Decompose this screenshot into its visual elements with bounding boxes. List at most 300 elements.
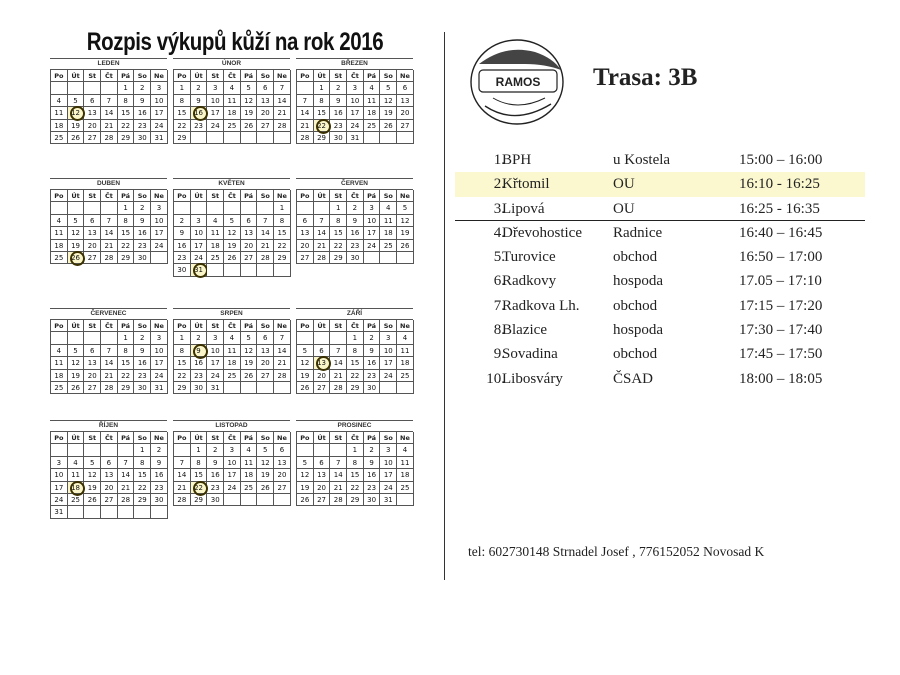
day-cell: 27 <box>101 494 118 506</box>
day-cell: 21 <box>101 120 118 132</box>
weekday-label: St <box>330 70 347 82</box>
empty-cell <box>224 494 241 506</box>
weekday-label: Po <box>51 70 68 82</box>
stop-number: 7. <box>493 297 505 314</box>
empty-cell <box>257 202 274 214</box>
empty-cell <box>274 382 291 394</box>
day-cell: 18 <box>51 240 68 252</box>
day-cell: 10 <box>207 95 224 107</box>
day-cell: 27 <box>314 494 331 506</box>
weekday-label: Čt <box>101 70 118 82</box>
empty-cell <box>101 332 118 344</box>
weekday-label: Pá <box>118 432 135 444</box>
month-name: ČERVEN <box>296 178 413 189</box>
month-grid <box>50 189 167 264</box>
day-cell: 3 <box>380 444 397 456</box>
marked-day-cell: 22 <box>314 120 331 132</box>
weekday-label: So <box>134 70 151 82</box>
day-cell: 22 <box>274 240 291 252</box>
stop-number: 2. <box>493 176 505 193</box>
day-cell: 17 <box>364 227 381 239</box>
weekday-label: St <box>330 320 347 332</box>
stop-number: 1. <box>493 152 505 168</box>
day-cell: 25 <box>397 370 414 382</box>
day-cell: 26 <box>297 382 314 394</box>
stop-place: u Kostela <box>613 152 671 168</box>
empty-cell <box>297 82 314 94</box>
day-cell: 5 <box>68 215 85 227</box>
stop-number: 10. <box>486 370 505 387</box>
empty-cell <box>274 132 291 144</box>
day-cell: 16 <box>174 240 191 252</box>
route-table <box>455 148 865 391</box>
day-cell: 27 <box>84 252 101 264</box>
day-cell: 24 <box>224 482 241 494</box>
day-cell: 28 <box>330 494 347 506</box>
day-cell: 5 <box>297 457 314 469</box>
weekday-label: So <box>380 432 397 444</box>
stop-name: BPH <box>502 152 532 168</box>
day-cell: 22 <box>174 120 191 132</box>
day-cell: 15 <box>134 469 151 481</box>
month-name: KVĚTEN <box>173 178 290 189</box>
page-title: Rozpis výkupů kůží na rok 2016 <box>86 28 384 56</box>
stop-place: obchod <box>613 346 658 363</box>
weekday-label: Po <box>51 320 68 332</box>
weekday-label: Ne <box>397 70 414 82</box>
day-cell: 11 <box>51 357 68 369</box>
day-cell: 14 <box>314 227 331 239</box>
empty-cell <box>330 332 347 344</box>
day-cell: 29 <box>347 494 364 506</box>
day-cell: 24 <box>380 482 397 494</box>
month-name: PROSINEC <box>296 420 413 431</box>
day-cell: 13 <box>84 227 101 239</box>
day-cell: 30 <box>330 132 347 144</box>
day-cell: 11 <box>380 215 397 227</box>
empty-cell <box>207 202 224 214</box>
day-cell: 2 <box>191 332 208 344</box>
weekday-label: Út <box>68 320 85 332</box>
day-cell: 1 <box>330 202 347 214</box>
weekday-label: Po <box>51 190 68 202</box>
day-cell: 25 <box>51 382 68 394</box>
day-cell: 19 <box>84 482 101 494</box>
day-cell: 29 <box>118 252 135 264</box>
day-cell: 29 <box>118 132 135 144</box>
month-grid <box>173 69 290 144</box>
day-cell: 29 <box>134 494 151 506</box>
day-cell: 1 <box>191 444 208 456</box>
day-cell: 24 <box>380 370 397 382</box>
empty-cell <box>68 202 85 214</box>
day-cell: 9 <box>364 457 381 469</box>
day-cell: 2 <box>174 215 191 227</box>
weekday-label: Po <box>297 70 314 82</box>
day-cell: 21 <box>297 120 314 132</box>
day-cell: 6 <box>84 215 101 227</box>
day-cell: 15 <box>174 357 191 369</box>
day-cell: 14 <box>101 107 118 119</box>
empty-cell <box>118 506 135 518</box>
marked-day-cell: 13 <box>314 357 331 369</box>
weekday-label: Po <box>297 190 314 202</box>
stop-name: Dřevohostice <box>502 224 582 241</box>
day-cell: 17 <box>191 240 208 252</box>
empty-cell <box>51 82 68 94</box>
day-cell: 10 <box>364 215 381 227</box>
day-cell: 25 <box>207 252 224 264</box>
weekday-label: Čt <box>101 320 118 332</box>
month-grid <box>296 189 413 264</box>
day-cell: 11 <box>68 469 85 481</box>
day-cell: 25 <box>68 494 85 506</box>
weekday-label: Ne <box>274 70 291 82</box>
day-cell: 11 <box>224 95 241 107</box>
day-cell: 7 <box>101 345 118 357</box>
day-cell: 24 <box>151 120 168 132</box>
weekday-label: So <box>134 190 151 202</box>
day-cell: 24 <box>51 494 68 506</box>
day-cell: 23 <box>191 120 208 132</box>
day-cell: 27 <box>274 482 291 494</box>
weekday-label: Út <box>191 70 208 82</box>
day-cell: 9 <box>151 457 168 469</box>
month-2 <box>296 58 413 144</box>
weekday-label: Po <box>297 432 314 444</box>
day-cell: 16 <box>364 469 381 481</box>
weekday-label: Pá <box>364 190 381 202</box>
day-cell: 12 <box>397 215 414 227</box>
day-cell: 19 <box>297 482 314 494</box>
day-cell: 10 <box>380 457 397 469</box>
day-cell: 12 <box>68 357 85 369</box>
empty-cell <box>224 264 241 276</box>
day-cell: 15 <box>274 227 291 239</box>
day-cell: 7 <box>330 345 347 357</box>
day-cell: 2 <box>207 444 224 456</box>
month-name: BŘEZEN <box>296 58 413 69</box>
month-grid <box>296 319 413 394</box>
weekday-label: Čt <box>347 190 364 202</box>
day-cell: 28 <box>101 252 118 264</box>
day-cell: 28 <box>174 494 191 506</box>
day-cell: 17 <box>347 107 364 119</box>
month-name: LEDEN <box>50 58 167 69</box>
stop-name: Radkova Lh. <box>502 297 580 314</box>
day-cell: 14 <box>174 469 191 481</box>
day-cell: 26 <box>241 120 258 132</box>
weekday-label: Po <box>51 432 68 444</box>
day-cell: 23 <box>174 252 191 264</box>
day-cell: 5 <box>68 95 85 107</box>
day-cell: 4 <box>397 444 414 456</box>
day-cell: 3 <box>207 82 224 94</box>
day-cell: 21 <box>314 240 331 252</box>
day-cell: 27 <box>314 382 331 394</box>
weekday-label: Út <box>68 432 85 444</box>
route-stop-row <box>455 294 865 318</box>
day-cell: 19 <box>241 107 258 119</box>
day-cell: 28 <box>274 120 291 132</box>
empty-cell <box>101 82 118 94</box>
weekday-label: Po <box>174 432 191 444</box>
day-cell: 13 <box>257 95 274 107</box>
day-cell: 11 <box>51 107 68 119</box>
empty-cell <box>151 506 168 518</box>
day-cell: 25 <box>241 482 258 494</box>
day-cell: 9 <box>174 227 191 239</box>
weekday-label: Ne <box>151 432 168 444</box>
empty-cell <box>51 444 68 456</box>
day-cell: 7 <box>274 332 291 344</box>
stop-name: Lipová <box>502 200 545 217</box>
day-cell: 18 <box>224 357 241 369</box>
stop-place: OU <box>613 176 635 193</box>
weekday-label: Út <box>314 190 331 202</box>
empty-cell <box>274 264 291 276</box>
empty-cell <box>380 382 397 394</box>
day-cell: 8 <box>347 457 364 469</box>
day-cell: 13 <box>314 469 331 481</box>
day-cell: 26 <box>241 370 258 382</box>
day-cell: 4 <box>51 95 68 107</box>
day-cell: 13 <box>84 357 101 369</box>
day-cell: 11 <box>364 95 381 107</box>
day-cell: 25 <box>224 120 241 132</box>
empty-cell <box>314 444 331 456</box>
day-cell: 14 <box>330 357 347 369</box>
day-cell: 26 <box>68 382 85 394</box>
day-cell: 13 <box>101 469 118 481</box>
empty-cell <box>241 494 258 506</box>
weekday-label: Út <box>191 190 208 202</box>
empty-cell <box>207 132 224 144</box>
day-cell: 18 <box>51 370 68 382</box>
weekday-label: Po <box>174 70 191 82</box>
day-cell: 25 <box>380 240 397 252</box>
day-cell: 20 <box>84 240 101 252</box>
weekday-label: Út <box>314 320 331 332</box>
day-cell: 4 <box>68 457 85 469</box>
weekday-label: Po <box>174 320 191 332</box>
day-cell: 17 <box>380 469 397 481</box>
month-name: ČERVENEC <box>50 308 167 319</box>
marked-day-cell: 9 <box>191 345 208 357</box>
day-cell: 13 <box>397 95 414 107</box>
weekday-label: Čt <box>347 70 364 82</box>
empty-cell <box>380 132 397 144</box>
month-9 <box>50 420 167 519</box>
day-cell: 18 <box>224 107 241 119</box>
day-cell: 1 <box>174 82 191 94</box>
day-cell: 12 <box>297 357 314 369</box>
day-cell: 22 <box>118 370 135 382</box>
empty-cell <box>257 264 274 276</box>
weekday-label: Čt <box>347 432 364 444</box>
day-cell: 26 <box>68 132 85 144</box>
month-grid <box>173 189 290 277</box>
day-cell: 19 <box>241 357 258 369</box>
stop-place: hospoda <box>613 322 663 339</box>
stop-time: 17:30 – 17:40 <box>739 322 823 339</box>
route-panel <box>455 30 875 590</box>
day-cell: 11 <box>224 345 241 357</box>
day-cell: 16 <box>134 107 151 119</box>
empty-cell <box>191 132 208 144</box>
day-cell: 5 <box>257 444 274 456</box>
empty-cell <box>297 202 314 214</box>
month-grid <box>50 69 167 144</box>
ramos-logo <box>465 34 575 129</box>
empty-cell <box>68 444 85 456</box>
day-cell: 31 <box>207 382 224 394</box>
weekday-label: St <box>84 190 101 202</box>
day-cell: 22 <box>134 482 151 494</box>
day-cell: 10 <box>224 457 241 469</box>
day-cell: 7 <box>101 95 118 107</box>
day-cell: 15 <box>118 357 135 369</box>
day-cell: 23 <box>151 482 168 494</box>
day-cell: 18 <box>364 107 381 119</box>
stop-number: 4. <box>493 224 505 241</box>
day-cell: 21 <box>174 482 191 494</box>
empty-cell <box>224 382 241 394</box>
weekday-label: St <box>207 70 224 82</box>
month-grid <box>173 319 290 394</box>
stop-name: Blazice <box>502 322 547 339</box>
stop-number: 8. <box>493 322 505 339</box>
day-cell: 19 <box>68 370 85 382</box>
route-stop-row <box>455 269 865 293</box>
empty-cell <box>118 444 135 456</box>
day-cell: 24 <box>151 240 168 252</box>
month-10 <box>173 420 290 506</box>
empty-cell <box>207 264 224 276</box>
weekday-label: So <box>257 190 274 202</box>
day-cell: 18 <box>207 240 224 252</box>
day-cell: 29 <box>174 132 191 144</box>
day-cell: 8 <box>118 345 135 357</box>
stop-place: hospoda <box>613 273 663 290</box>
day-cell: 5 <box>224 215 241 227</box>
weekday-label: St <box>330 190 347 202</box>
weekday-label: Pá <box>241 70 258 82</box>
month-grid <box>50 431 167 519</box>
day-cell: 27 <box>257 120 274 132</box>
day-cell: 19 <box>257 469 274 481</box>
day-cell: 14 <box>101 227 118 239</box>
day-cell: 23 <box>364 482 381 494</box>
day-cell: 15 <box>347 469 364 481</box>
weekday-label: Čt <box>224 320 241 332</box>
month-name: DUBEN <box>50 178 167 189</box>
day-cell: 16 <box>364 357 381 369</box>
weekday-label: Pá <box>118 320 135 332</box>
day-cell: 2 <box>134 82 151 94</box>
empty-cell <box>174 202 191 214</box>
weekday-label: Ne <box>274 320 291 332</box>
day-cell: 20 <box>397 107 414 119</box>
stop-place: ČSAD <box>613 370 654 387</box>
day-cell: 1 <box>274 202 291 214</box>
day-cell: 10 <box>51 469 68 481</box>
empty-cell <box>364 132 381 144</box>
day-cell: 8 <box>274 215 291 227</box>
stop-number: 5. <box>493 249 505 266</box>
day-cell: 7 <box>330 457 347 469</box>
day-cell: 27 <box>257 370 274 382</box>
day-cell: 12 <box>241 345 258 357</box>
day-cell: 6 <box>241 215 258 227</box>
day-cell: 17 <box>207 107 224 119</box>
day-cell: 19 <box>380 107 397 119</box>
weekday-label: Pá <box>241 432 258 444</box>
day-cell: 10 <box>191 227 208 239</box>
weekday-label: Pá <box>241 320 258 332</box>
day-cell: 2 <box>347 202 364 214</box>
month-5 <box>296 178 413 264</box>
weekday-label: Út <box>68 190 85 202</box>
stop-time: 18:00 – 18:05 <box>739 370 823 387</box>
day-cell: 28 <box>118 494 135 506</box>
empty-cell <box>397 252 414 264</box>
day-cell: 21 <box>101 370 118 382</box>
day-cell: 16 <box>191 357 208 369</box>
empty-cell <box>84 82 101 94</box>
weekday-label: So <box>380 320 397 332</box>
day-cell: 11 <box>397 345 414 357</box>
day-cell: 3 <box>191 215 208 227</box>
day-cell: 18 <box>241 469 258 481</box>
day-cell: 5 <box>380 82 397 94</box>
day-cell: 21 <box>257 240 274 252</box>
day-cell: 29 <box>314 132 331 144</box>
vertical-divider <box>444 32 445 580</box>
day-cell: 28 <box>297 132 314 144</box>
empty-cell <box>241 382 258 394</box>
month-grid <box>296 69 413 144</box>
empty-cell <box>51 202 68 214</box>
day-cell: 29 <box>330 252 347 264</box>
weekday-label: So <box>380 190 397 202</box>
weekday-label: Ne <box>397 190 414 202</box>
day-cell: 8 <box>118 95 135 107</box>
empty-cell <box>84 444 101 456</box>
day-cell: 7 <box>174 457 191 469</box>
day-cell: 23 <box>191 370 208 382</box>
day-cell: 2 <box>364 444 381 456</box>
day-cell: 1 <box>314 82 331 94</box>
day-cell: 1 <box>347 332 364 344</box>
month-name: ÚNOR <box>173 58 290 69</box>
day-cell: 6 <box>314 457 331 469</box>
day-cell: 15 <box>118 227 135 239</box>
stop-time: 17.05 – 17:10 <box>739 273 822 290</box>
day-cell: 13 <box>257 345 274 357</box>
stop-time: 16:25 - 16:35 <box>739 200 820 217</box>
day-cell: 7 <box>257 215 274 227</box>
day-cell: 6 <box>84 345 101 357</box>
empty-cell <box>297 332 314 344</box>
day-cell: 7 <box>274 82 291 94</box>
empty-cell <box>84 332 101 344</box>
empty-cell <box>151 252 168 264</box>
empty-cell <box>257 382 274 394</box>
month-name: ŘÍJEN <box>50 420 167 431</box>
day-cell: 17 <box>151 107 168 119</box>
day-cell: 11 <box>51 227 68 239</box>
